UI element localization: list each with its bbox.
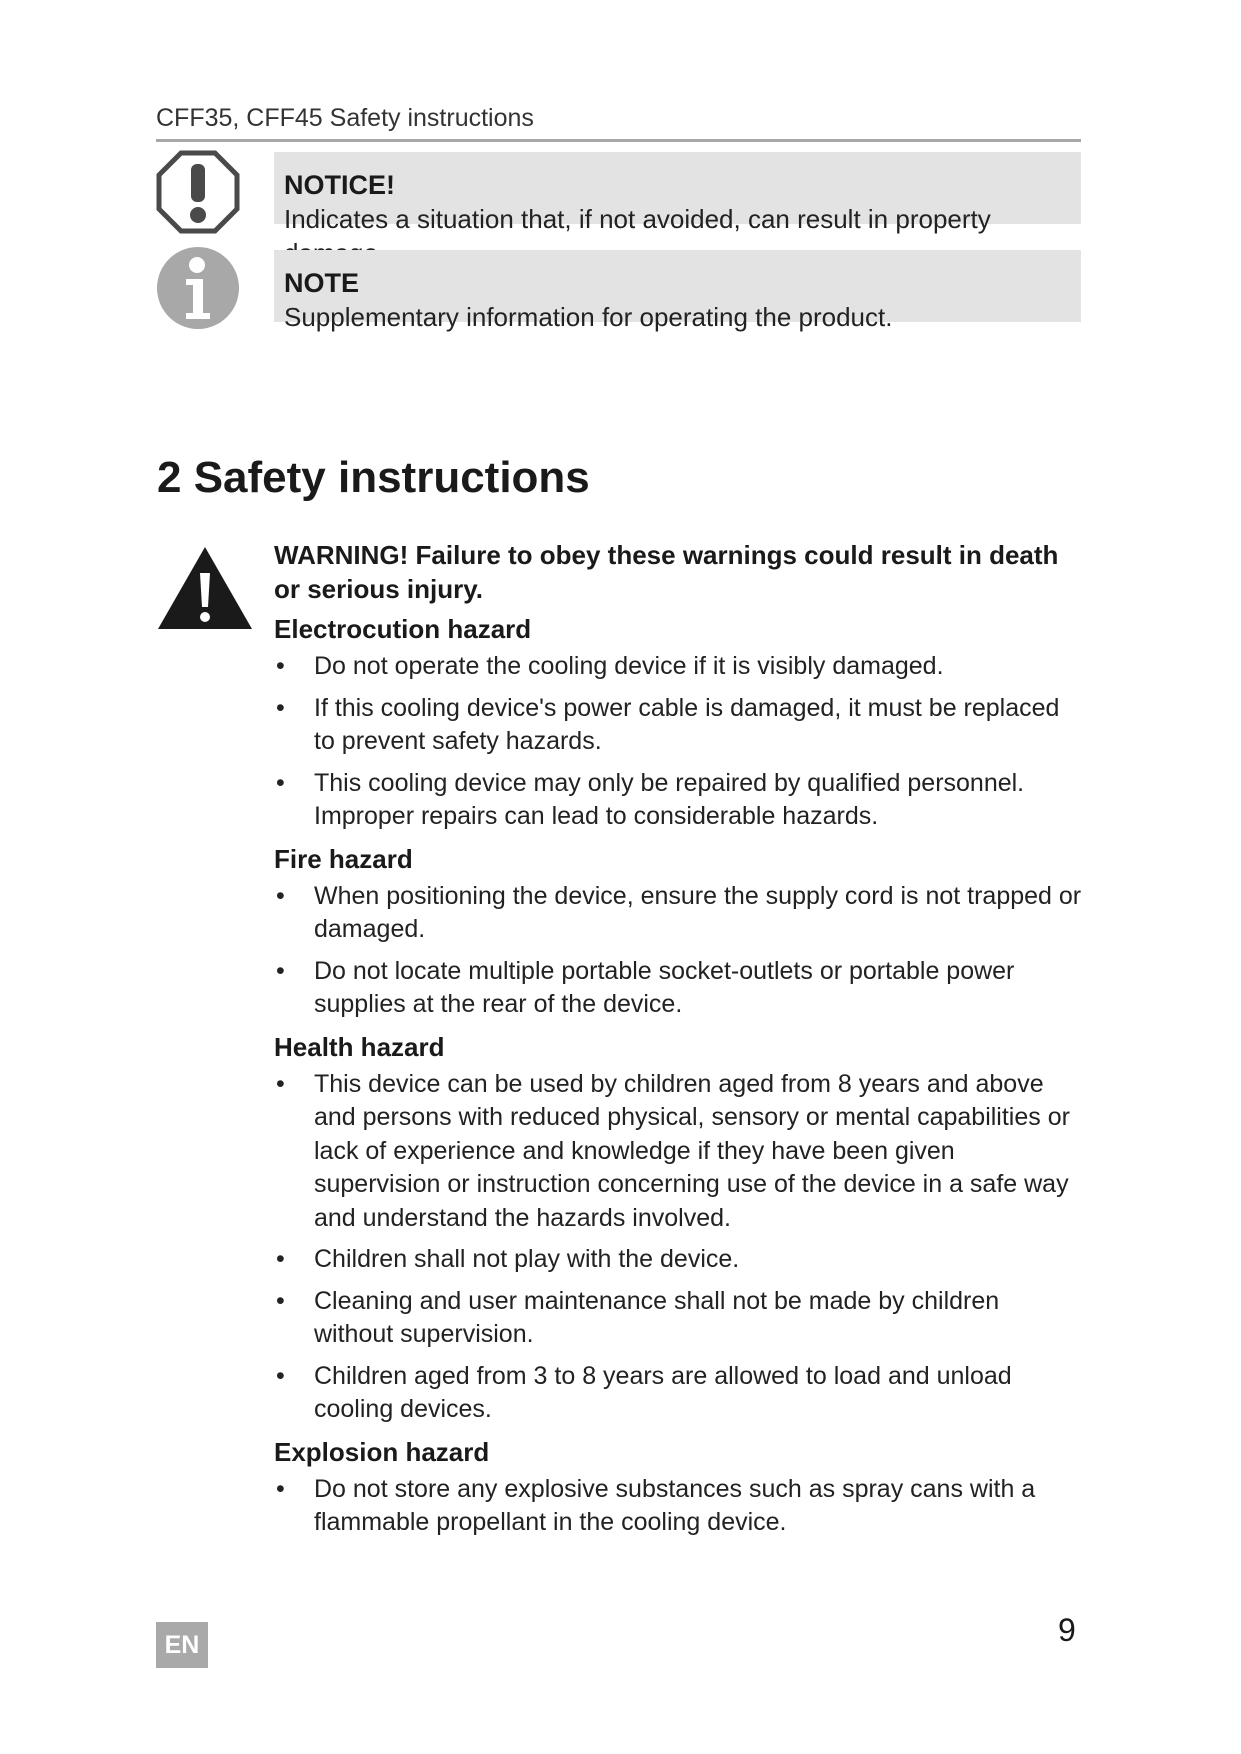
notice-text: Indicates a situation that, if not avoided, can result in property bbox=[284, 204, 991, 234]
hazard-heading-electrocution: Electrocution hazard bbox=[274, 614, 532, 644]
hazard-heading-health: Health hazard bbox=[274, 1031, 445, 1062]
notice-title: NOTICE! bbox=[284, 170, 395, 200]
list-item: • This device can be used by children aged from 8 years and above and persons with reduced physical, sensory or mental capabilities or lack of experience and knowledge if they have been given supervision or instruction concerning use of the device in a safe way and understand the hazards involved. bbox=[274, 1068, 1084, 1236]
warning-text: WARNING! Failure to obey these warnings could result in death or serious injury. bbox=[274, 540, 1059, 604]
safety-content bbox=[274, 538, 1084, 1548]
hazard-list-electrocution bbox=[274, 650, 1084, 834]
list-item: • Do not store any explosive substances such as spray cans with a flammable propellant in the cooling device. bbox=[274, 1473, 1084, 1540]
list-item: • Children shall not play with the device. bbox=[274, 1243, 1084, 1277]
list-item: • When positioning the device, ensure the supply cord is not trapped or damaged. bbox=[274, 880, 1084, 947]
list-item: • Do not locate multiple portable socket-outlets or portable power supplies at the rear of the device. bbox=[274, 955, 1084, 1022]
list-item: • Children aged from 3 to 8 years are allowed to load and unload cooling devices. bbox=[274, 1360, 1084, 1427]
info-circle-icon bbox=[156, 246, 240, 330]
warning-triangle-icon bbox=[157, 545, 253, 631]
language-badge: EN bbox=[156, 1622, 208, 1668]
note-text: Supplementary information for operating the product. bbox=[284, 302, 893, 332]
exclamation-octagon-icon bbox=[156, 150, 240, 234]
hazard-list-fire bbox=[274, 880, 1084, 1022]
section-title: 2 Safety instructions bbox=[157, 453, 590, 502]
list-item: • Cleaning and user maintenance shall not be made by children without supervision. bbox=[274, 1285, 1084, 1352]
header-divider bbox=[156, 139, 1081, 142]
page-header: CFF35, CFF45 Safety instructions bbox=[156, 104, 534, 132]
hazard-list-health bbox=[274, 1068, 1084, 1427]
note-title: NOTE bbox=[284, 268, 360, 298]
page-number: 9 bbox=[1058, 1612, 1076, 1648]
notice-box bbox=[274, 152, 1081, 234]
list-item: • If this cooling device's power cable is damaged, it must be replaced to prevent safety hazards. bbox=[274, 692, 1084, 759]
hazard-heading-explosion: Explosion hazard bbox=[274, 1436, 490, 1467]
hazard-list-explosion bbox=[274, 1473, 1084, 1540]
note-box bbox=[274, 250, 1081, 332]
list-item: • Do not operate the cooling device if it is visibly damaged. bbox=[274, 650, 1084, 684]
hazard-heading-fire: Fire hazard bbox=[274, 843, 413, 874]
list-item: • This cooling device may only be repaired by qualified personnel. Improper repairs can lead to considerable hazards. bbox=[274, 767, 1084, 834]
